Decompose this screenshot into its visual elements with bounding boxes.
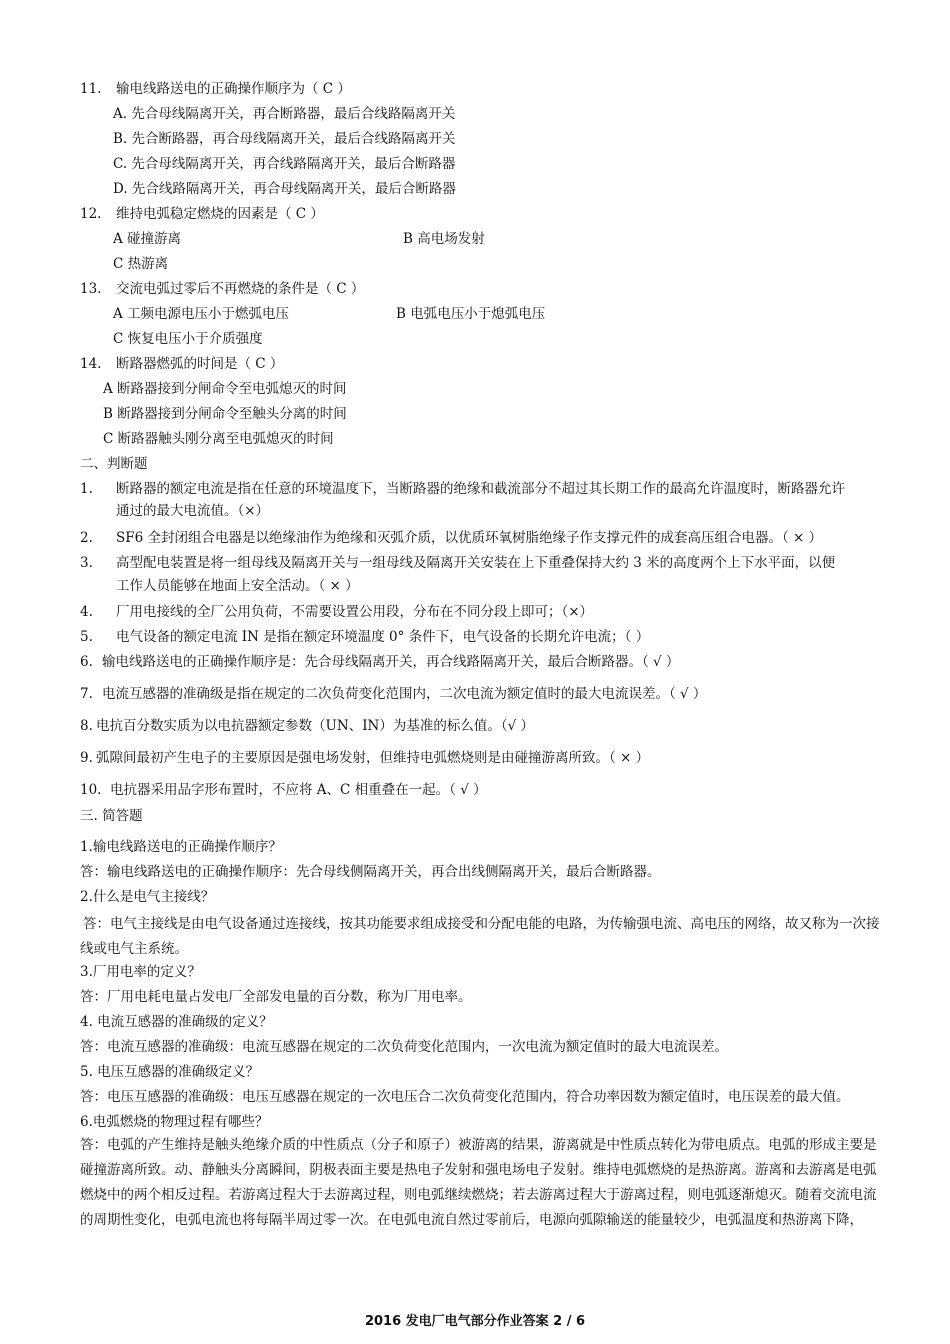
item-number: 2. (80, 530, 93, 546)
option-c: C 断路器触头刚分离至电弧熄灭的时间 (103, 431, 334, 447)
option-b: B 高电场发射 (403, 231, 485, 247)
option-a: A 工频电源电压小于燃弧电压 (113, 306, 290, 322)
question-12 (80, 205, 324, 223)
item-number: 5. (80, 629, 93, 645)
item-text: 厂用电接线的全厂公用负荷，不需要设置公用段，分布在不同分段上即可；（×） (116, 604, 594, 620)
judge-item-1 (80, 480, 845, 498)
item-text: 断路器的额定电流是指在任意的环境温度下，当断路器的绝缘和截流部分不超过其长期工作的最高允许温度时，断路器允许 (116, 481, 845, 497)
question-13 (80, 280, 364, 298)
item-text: 输电线路送电的正确操作顺序是：先合母线隔离开关，再合线路隔离开关，最后合断路器。（ √ ） (102, 654, 680, 670)
item-number: 3. (80, 555, 93, 571)
item-number: 6. (80, 654, 93, 670)
judge-item-8 (80, 717, 534, 735)
judge-item-6 (80, 653, 679, 671)
short-answer-2: 答：电气主接线是由电气设备通过连接线，按其功能要求组成接受和分配电能的电路，为传输强电流、高电压的网络，故又称为一次接线或电气主系统。 (80, 916, 880, 957)
item-text: 弧隙间最初产生电子的主要原因是强电场发射，但维持电弧燃烧则是由碰撞游离所致。（ × ） (96, 750, 650, 766)
short-answer-3: 答：厂用电耗电量占发电厂全部发电量的百分数，称为厂用电率。 (80, 989, 472, 1005)
option-c: C 热游离 (113, 256, 169, 272)
item-text: 电流互感器的准确级是指在规定的二次负荷变化范围内，二次电流为额定值时的最大电流误差。（ √ ） (102, 686, 707, 702)
question-number: 13. (80, 281, 102, 297)
judge-item-10 (80, 781, 487, 799)
judge-item-3 (80, 554, 835, 572)
judge-item-4 (80, 603, 593, 621)
option-a: A 碰撞游离 (113, 231, 182, 247)
option-b: B. 先合断路器，再合母线隔离开关，最后合线路隔离开关 (113, 131, 456, 147)
question-number: 12. (80, 206, 102, 222)
judge-item-3-cont: 工作人员能够在地面上安全活动。（ × ） (116, 578, 359, 594)
option-a: A 断路器接到分闸命令至电弧熄灭的时间 (103, 381, 347, 397)
section-heading-judge: 二、判断题 (80, 456, 148, 472)
short-question-1: 1.输电线路送电的正确操作顺序？ (80, 839, 282, 855)
judge-item-1-cont: 通过的最大电流值。（×） (116, 503, 270, 519)
short-question-2: 2.什么是电气主接线？ (80, 889, 215, 905)
judge-item-9 (80, 749, 649, 767)
item-text: 电抗器采用品字形布置时，不应将 A、C 相重叠在一起。（ √ ） (110, 782, 487, 798)
short-answer-4: 答：电流互感器的准确级：电流互感器在规定的二次负荷变化范围内，一次电流为额定值时的最大电流误差。 (80, 1039, 728, 1055)
judge-item-2 (80, 529, 822, 547)
short-question-3: 3.厂用电率的定义？ (80, 964, 201, 980)
option-a: A. 先合母线隔离开关，再合断路器，最后合线路隔离开关 (113, 106, 456, 122)
item-number: 4. (80, 604, 93, 620)
short-question-5: 5. 电压互感器的准确级定义？ (80, 1064, 260, 1080)
item-number: 10. (80, 782, 102, 798)
question-text: 交流电弧过零后不再燃烧的条件是（ C ） (116, 281, 365, 297)
question-11 (80, 80, 351, 98)
option-b: B 断路器接到分闸命令至触头分离的时间 (103, 406, 347, 422)
judge-item-5 (80, 628, 649, 646)
question-text: 维持电弧稳定燃烧的因素是（ C ） (116, 206, 324, 222)
item-number: 9. (80, 750, 93, 766)
option-c: C. 先合母线隔离开关，再合线路隔离开关，最后合断路器 (113, 156, 456, 172)
item-number: 7. (80, 686, 93, 702)
option-d: D. 先合线路隔离开关，再合母线隔离开关，最后合断路器 (113, 181, 456, 197)
short-question-6: 6.电弧燃烧的物理过程有哪些？ (80, 1114, 269, 1130)
question-text: 输电线路送电的正确操作顺序为（ C ） (116, 81, 351, 97)
question-text: 断路器燃弧的时间是（ C ） (116, 356, 284, 372)
short-answer-1: 答：输电线路送电的正确操作顺序：先合母线侧隔离开关，再合出线侧隔离开关，最后合断路器。 (80, 864, 661, 880)
item-text: SF6 全封闭组合电器是以绝缘油作为绝缘和灭弧介质，以优质环氧树脂绝缘子作支撑元件的成套高压组合电器。（ × ） (116, 530, 823, 546)
page-footer: 2016 发电厂电气部分作业答案 2 / 6 (364, 1314, 586, 1329)
short-question-4: 4. 电流互感器的准确级的定义？ (80, 1014, 273, 1030)
question-number: 11. (80, 81, 102, 97)
item-text: 电抗百分数实质为以电抗器额定参数（UN、IN）为基准的标么值。（√ ） (96, 718, 534, 734)
option-c: C 恢复电压小于介质强度 (113, 331, 263, 347)
item-text: 电气设备的额定电流 IN 是指在额定环境温度 0° 条件下，电气设备的长期允许电流；（ ） (116, 629, 650, 645)
section-heading-short: 三. 简答题 (80, 808, 143, 824)
item-number: 1. (80, 481, 93, 497)
short-answer-5: 答：电压互感器的准确级：电压互感器在规定的一次电压合二次负荷变化范围内，符合功率因数为额定值时，电压误差的最大值。 (80, 1089, 850, 1105)
option-b: B 电弧电压小于熄弧电压 (396, 306, 546, 322)
item-text: 高型配电装置是将一组母线及隔离开关与一组母线及隔离开关安装在上下重叠保持大约 3 米的高度两个上下水平面，以便 (116, 555, 836, 571)
question-14 (80, 355, 283, 373)
item-number: 8. (80, 718, 93, 734)
short-answer-6: 答：电弧的产生维持是触头绝缘介质的中性质点（分子和原子）被游离的结果，游离就是中性质点转化为带电质点。电弧的形成主要是碰撞游离所致。动、静触头分离瞬间，阴极表面主要是热电子发射和强电场电子发射。维持电弧燃烧的是热游离。游离和去游离是电弧燃烧中的两个相反过程。若游离过程大于去游离过程，则电弧继续燃烧；若去游离过程大于游离过程，则电弧逐渐熄灭。随着交流电流的周期性变化，电弧电流也将每隔半周过零一次。在电弧电流自然过零前后，电源向弧隙输送的能量较少，电弧温度和热游离下降， (80, 1137, 877, 1228)
judge-item-7 (80, 685, 706, 703)
question-number: 14. (80, 356, 102, 372)
